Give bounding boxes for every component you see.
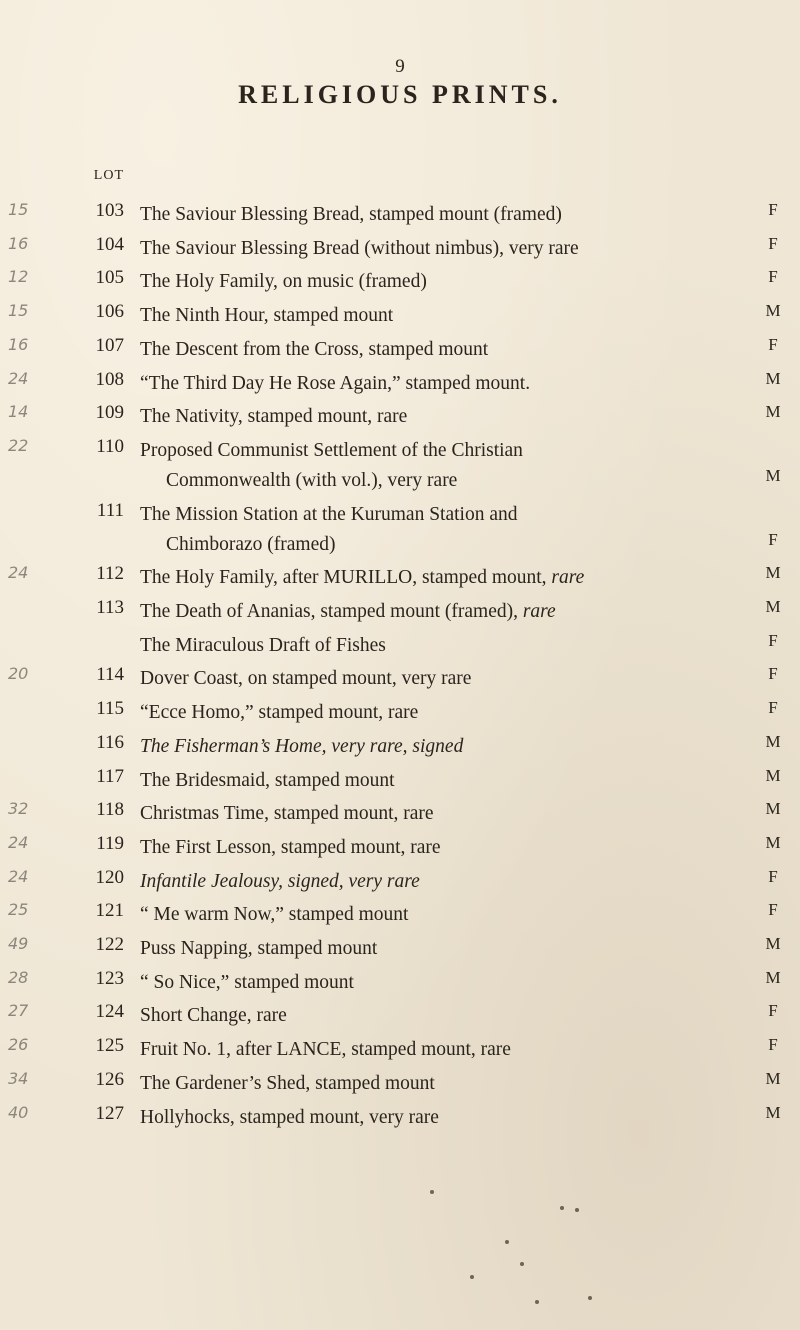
lot-number: 105: [95, 267, 124, 289]
lot-number: 119: [96, 832, 124, 854]
pencil-annotation: 14: [8, 402, 29, 422]
lot-number: 124: [95, 1001, 124, 1023]
lot-description-text: Puss Napping, stamped mount: [140, 938, 378, 959]
lot-description-continuation: Chimborazo (framed): [166, 533, 336, 555]
lot-description: [140, 267, 740, 297]
pencil-annotation: 15: [8, 301, 29, 321]
condition-code: M: [765, 967, 781, 987]
lot-description-text: The Holy Family, after MURILLO, stamped mount,: [140, 567, 552, 589]
page-heading: RELIGIOUS PRINTS.: [238, 80, 562, 109]
condition-code: M: [765, 1068, 781, 1088]
lot-description-text: Short Change, rare: [140, 1005, 287, 1027]
lot-description-text: The Nativity, stamped mount, rare: [140, 406, 408, 428]
condition-code: M: [765, 301, 781, 321]
lot-number: 126: [95, 1068, 124, 1090]
pencil-annotation: 24: [8, 368, 29, 388]
lot-description: [140, 766, 740, 796]
pencil-annotation: 12: [8, 267, 29, 287]
lot-number: 118: [96, 799, 124, 821]
lot-description-text: The Mission Station at the Kuruman Station and: [140, 503, 518, 525]
lot-description: [140, 631, 740, 661]
pencil-annotation: 16: [8, 233, 29, 253]
lot-description-text: Dover Coast, on stamped mount, very rare: [140, 668, 472, 690]
condition-code: M: [765, 934, 781, 953]
lot-description: [140, 1069, 740, 1099]
lot-description: [140, 369, 740, 399]
lot-description-text: The Fisherman’s Home, very rare, signed: [140, 735, 464, 757]
pencil-annotation: 26: [8, 1035, 29, 1055]
lot-description: [140, 301, 740, 331]
lot-description-text: The Ninth Hour, stamped mount: [140, 305, 394, 327]
condition-code: M: [765, 1102, 781, 1122]
lot-number: 116: [96, 731, 124, 753]
condition-code: M: [765, 368, 781, 388]
condition-code: F: [768, 900, 778, 920]
lot-description-text: The Holy Family, on music (framed): [140, 271, 427, 293]
lot-description-text: The Saviour Blessing Bread (without nimbus), very rare: [140, 237, 579, 259]
lot-description: [140, 563, 740, 593]
lot-description: [140, 900, 740, 930]
condition-code: F: [768, 529, 778, 549]
lot-description: [140, 732, 740, 762]
condition-code: M: [765, 465, 781, 485]
lot-description: [140, 500, 740, 560]
pencil-annotation: 15: [8, 200, 29, 219]
lot-description: [140, 664, 740, 694]
lot-number: 114: [96, 664, 124, 686]
lot-description: [140, 1103, 740, 1133]
lot-number: 123: [95, 967, 124, 989]
lot-number: 117: [96, 765, 124, 787]
lot-description-text: Hollyhocks, stamped mount, very rare: [140, 1106, 439, 1128]
lot-number: 125: [95, 1035, 124, 1057]
lot-description: [140, 1001, 740, 1031]
lot-number: 107: [95, 334, 124, 356]
page-number: 9: [395, 56, 405, 77]
lot-number: 103: [95, 200, 124, 221]
lot-number: 122: [95, 934, 124, 955]
lot-description-text: “ Me warm Now,” stamped mount: [140, 904, 409, 926]
pencil-annotation: 20: [8, 664, 29, 684]
pencil-annotation: [8, 631, 88, 661]
lot-description-text: The Saviour Blessing Bread, stamped mount (framed): [140, 204, 562, 225]
lot-description: [140, 436, 740, 496]
lot-description: [140, 402, 740, 432]
condition-code: M: [765, 799, 781, 819]
lot-description-text: The Death of Ananias, stamped mount (framed),: [140, 601, 523, 622]
lot-number: 113: [96, 597, 124, 618]
lot-description: [140, 200, 740, 230]
pencil-annotation: 24: [8, 866, 29, 886]
pencil-annotation: 24: [8, 563, 29, 583]
lot-description-text: Christmas Time, stamped mount, rare: [140, 803, 434, 825]
lot-description-text: The Descent from the Cross, stamped mount: [140, 338, 489, 360]
lot-description: [140, 1035, 740, 1065]
lot-number: 106: [95, 301, 124, 323]
condition-code: F: [768, 334, 778, 354]
pencil-annotation: 28: [8, 967, 29, 987]
pencil-annotation: 16: [8, 334, 29, 354]
lot-description: [140, 934, 740, 964]
lot-column-header: LOT: [93, 168, 124, 183]
lot-description-rarity: rare: [522, 601, 556, 622]
lot-description-rarity: rare: [551, 567, 585, 589]
lot-description-text: “Ecce Homo,” stamped mount, rare: [140, 702, 419, 724]
lot-description-text: The First Lesson, stamped mount, rare: [140, 836, 441, 858]
condition-code: M: [765, 765, 781, 785]
lot-number: 127: [95, 1102, 124, 1124]
lot-description: [140, 799, 740, 829]
condition-code: F: [768, 664, 778, 684]
lot-description-text: The Bridesmaid, stamped mount: [140, 769, 395, 791]
pencil-annotation: 27: [8, 1001, 29, 1021]
condition-code: M: [765, 832, 781, 852]
pencil-annotation: 34: [8, 1068, 29, 1088]
lot-number: 109: [95, 402, 124, 424]
lot-description: [140, 335, 740, 365]
lot-number: 112: [96, 563, 124, 585]
lot-description-continuation: Commonwealth (with vol.), very rare: [166, 469, 458, 491]
lot-description-text: “The Third Day He Rose Again,” stamped mount.: [140, 372, 531, 394]
condition-code: M: [765, 402, 781, 422]
lot-description: [140, 833, 740, 863]
condition-code: M: [765, 731, 781, 751]
condition-code: F: [768, 866, 778, 886]
lot-description-text: Proposed Communist Settlement of the Christian: [140, 439, 523, 461]
lot-description: [140, 597, 740, 627]
lot-description-text: “ So Nice,” stamped mount: [140, 971, 354, 993]
lot-description-text: Fruit No. 1, after LANCE, stamped mount, rare: [140, 1039, 511, 1061]
lot-description: [140, 698, 740, 728]
lot-description: [140, 968, 740, 998]
condition-code: F: [768, 630, 778, 650]
pencil-annotation: 24: [8, 832, 29, 852]
condition-code: F: [768, 698, 778, 718]
condition-code: M: [765, 563, 781, 583]
condition-code: F: [768, 200, 778, 219]
lot-number: 108: [95, 368, 124, 390]
lot-description-text: The Miraculous Draft of Fishes: [140, 634, 386, 656]
lot-number: 110: [96, 435, 124, 457]
lot-description: [140, 234, 740, 264]
lot-number: 111: [96, 499, 124, 521]
pencil-annotation: 25: [8, 900, 29, 920]
condition-code: F: [768, 267, 778, 287]
condition-code: M: [765, 597, 781, 616]
lot-number: 104: [95, 233, 124, 255]
pencil-annotation: 22: [8, 435, 29, 455]
lot-description-text: Infantile Jealousy, signed, very rare: [140, 870, 420, 892]
lot-number: 121: [95, 900, 124, 922]
lot-description-text: The Gardener’s Shed, stamped mount: [140, 1072, 435, 1094]
lot-description: [140, 867, 740, 897]
lot-number: 115: [96, 698, 124, 720]
condition-code: F: [768, 233, 778, 253]
lot-number: 120: [95, 866, 124, 888]
condition-code: F: [768, 1001, 778, 1021]
pencil-annotation: 40: [8, 1102, 29, 1122]
pencil-annotation: 32: [8, 799, 29, 819]
condition-code: F: [768, 1035, 778, 1055]
pencil-annotation: 49: [8, 934, 29, 953]
